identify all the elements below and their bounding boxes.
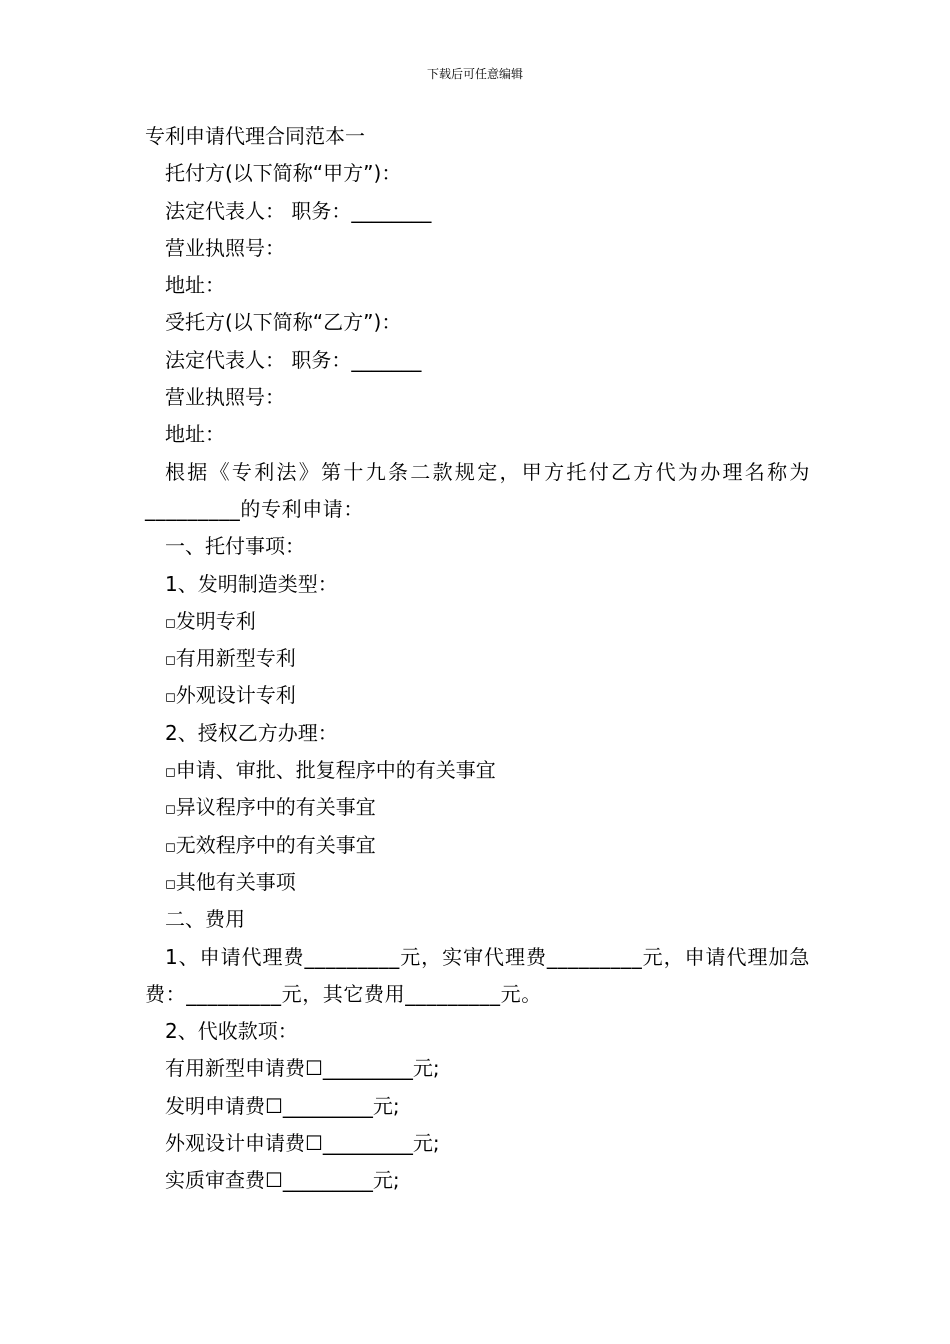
checkbox-icon: ◻ <box>165 615 176 631</box>
checkbox-icon: ◻ <box>165 765 176 781</box>
authorization-option <box>145 752 810 789</box>
invention-type-option <box>145 640 810 677</box>
authorization-option <box>145 827 810 864</box>
fee-line: 发明申请费☐_________元; <box>165 1093 400 1118</box>
option-label: 异议程序中的有关事宜 <box>175 795 376 820</box>
document-title: 专利申请代理合同范本一 <box>145 124 365 148</box>
intro-paragraph: 根据《专利法》第十九条二款规定，甲方托付乙方代为办理名称为_________的专利申请： <box>145 459 810 521</box>
section2-heading: 二、费用 <box>165 907 245 932</box>
checkbox-icon: ◻ <box>165 876 176 892</box>
agent-address-line: 地址： <box>165 422 225 447</box>
client-party-line: 托付方(以下简称“甲方”)： <box>165 161 402 186</box>
checkbox-icon: ◻ <box>165 690 176 706</box>
authorization-option <box>145 864 810 901</box>
agent-legal-rep-line: 法定代表人： 职务：_______ <box>165 347 422 372</box>
page-header-note: 下载后可任意编辑 <box>426 67 523 81</box>
option-label: 无效程序中的有关事宜 <box>175 832 376 857</box>
agent-license-line: 营业执照号： <box>165 385 285 410</box>
option-label: 发明专利 <box>175 608 256 633</box>
option-label: 其他有关事项 <box>175 869 296 894</box>
collected-fees-heading: 2、代收款项： <box>165 1019 298 1044</box>
agent-party-line: 受托方(以下简称“乙方”)： <box>165 310 402 335</box>
invention-type-option <box>145 677 810 714</box>
fee-line: 外观设计申请费☐_________元; <box>165 1131 440 1156</box>
client-license-line: 营业执照号： <box>165 235 285 260</box>
checkbox-icon: ◻ <box>165 802 176 818</box>
invention-type-option <box>145 603 810 640</box>
option-label: 外观设计专利 <box>175 683 296 708</box>
invention-type-heading: 1、发明制造类型： <box>165 571 338 596</box>
client-address-line: 地址： <box>165 273 225 298</box>
checkbox-icon: ◻ <box>165 653 176 669</box>
checkbox-icon: ◻ <box>165 839 176 855</box>
option-label: 有用新型专利 <box>175 646 296 671</box>
contract-document <box>145 118 810 1200</box>
fee-line: 实质审查费☐_________元; <box>165 1168 400 1193</box>
fee-paragraph: 1、申请代理费_________元，实审代理费_________元，申请代理加急费：_________元，其它费用_________元。 <box>145 944 810 1006</box>
authorization-option <box>145 789 810 826</box>
authorization-heading: 2、授权乙方办理： <box>165 720 338 745</box>
section1-heading: 一、托付事项： <box>165 534 305 559</box>
client-legal-rep-line: 法定代表人： 职务：________ <box>165 198 432 223</box>
option-label: 申请、审批、批复程序中的有关事宜 <box>175 758 496 783</box>
fee-line: 有用新型申请费☐_________元; <box>165 1056 440 1081</box>
